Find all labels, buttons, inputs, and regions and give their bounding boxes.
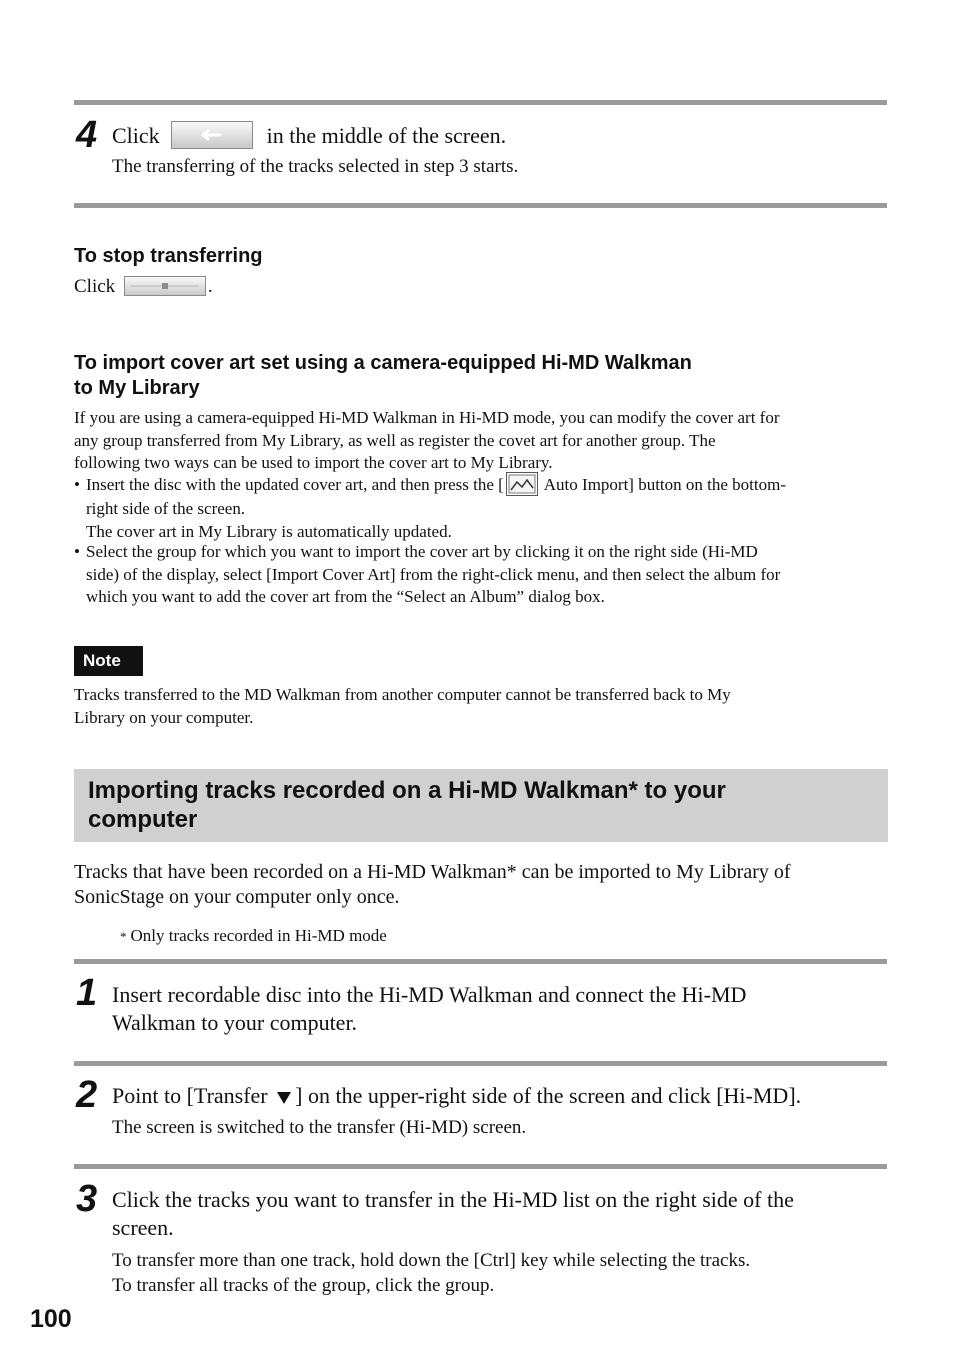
cover-bullet-2	[74, 541, 894, 609]
step-4-bottom-rule	[74, 203, 887, 208]
cover-para-line: If you are using a camera-equipped Hi-MD Walkman in Hi-MD mode, you can modify the cover art for	[74, 408, 780, 427]
stop-button-icon	[124, 276, 206, 296]
bullet-2-text: Select the group for which you want to import the cover art by clicking it on the right side (Hi-MD	[86, 542, 758, 561]
cover-para-line: any group transferred from My Library, as well as register the covet art for another group. The	[74, 430, 716, 450]
footnote-text: Only tracks recorded in Hi-MD mode	[130, 926, 387, 945]
cover-paragraph	[74, 407, 779, 475]
cover-bullet-1	[74, 474, 894, 543]
click-word: Click	[112, 123, 160, 148]
footnote	[120, 925, 387, 948]
step-3-desc	[112, 1248, 750, 1298]
bullet-1-line3: The cover art in My Library is automatically updated.	[86, 521, 452, 541]
step-2-desc: The screen is switched to the transfer (Hi-MD) screen.	[112, 1117, 527, 1138]
section-intro	[74, 860, 791, 910]
bullet-1-line1	[74, 474, 894, 498]
step-1-line: Insert recordable disc into the Hi-MD Walkman and connect the Hi-MD	[112, 982, 747, 1007]
step-1-line: Walkman to your computer.	[112, 1010, 358, 1035]
step-3-line: screen.	[112, 1215, 174, 1240]
bullet-1-post: Auto Import] button on the bottom-	[543, 475, 787, 494]
page-number: 100	[30, 1305, 72, 1333]
step-3-number: 3	[76, 1178, 98, 1220]
footnote-mark: *	[120, 929, 127, 944]
step-2-title	[112, 1082, 801, 1110]
note-line: Library on your computer.	[74, 707, 254, 727]
bullet-1-pre: Insert the disc with the updated cover art, and then press the [	[86, 475, 504, 494]
step-2-number: 2	[76, 1074, 98, 1116]
section-title-line1: Importing tracks recorded on a Hi-MD Walkman* to your	[88, 777, 726, 804]
step-3-desc-line: To transfer all tracks of the group, click the group.	[112, 1275, 495, 1296]
step-4-desc: The transferring of the tracks selected in step 3 starts.	[112, 156, 519, 177]
step-1-number: 1	[76, 972, 98, 1014]
intro-line: SonicStage on your computer only once.	[74, 886, 400, 908]
step-1-top-rule	[74, 959, 887, 964]
step-3-title	[112, 1186, 794, 1242]
triangle-down-icon	[274, 1087, 294, 1107]
bullet-char: •	[74, 475, 80, 494]
cover-heading-line1: To import cover art set using a camera-equipped Hi-MD Walkman	[74, 352, 692, 374]
stop-instruction	[74, 276, 213, 298]
step-4-number: 4	[76, 114, 98, 156]
bullet-char: •	[74, 542, 80, 561]
section-title-line2: computer	[88, 806, 198, 833]
bullet-2-line3: which you want to add the cover art from the “Select an Album” dialog box.	[86, 587, 605, 606]
note-text	[74, 684, 731, 729]
intro-line: Tracks that have been recorded on a Hi-MD Walkman* can be imported to My Library of	[74, 861, 791, 883]
bullet-2-line2: side) of the display, select [Import Cover Art] from the right-click menu, and then select the album for	[86, 564, 781, 584]
click-word: Click	[74, 276, 116, 297]
step-2-title-post: ] on the upper-right side of the screen and click [Hi-MD].	[295, 1083, 802, 1108]
left-arrow-transfer-button-icon	[171, 121, 253, 149]
bullet-2-line1	[74, 541, 894, 564]
step-1-title	[112, 981, 746, 1037]
step-3-line: Click the tracks you want to transfer in the Hi-MD list on the right side of the	[112, 1187, 794, 1212]
stop-heading: To stop transferring	[74, 245, 263, 267]
step-3-desc-line: To transfer more than one track, hold down the [Ctrl] key while selecting the tracks.	[112, 1250, 751, 1271]
period: .	[207, 276, 213, 297]
step-2-title-pre: Point to [Transfer	[112, 1083, 274, 1108]
note-badge: Note	[74, 646, 143, 676]
cover-heading-line2: to My Library	[74, 377, 200, 399]
step-4-title-rest: in the middle of the screen.	[266, 123, 507, 148]
step-4-title	[112, 122, 506, 152]
cover-heading	[74, 351, 692, 401]
step-2-top-rule	[74, 1061, 887, 1066]
top-rule	[74, 100, 887, 105]
section-title	[88, 776, 726, 834]
picture-icon	[506, 472, 538, 496]
note-line: Tracks transferred to the MD Walkman from another computer cannot be transferred back to My	[74, 685, 731, 704]
bullet-1-line2: right side of the screen.	[86, 499, 246, 519]
cover-para-line: following two ways can be used to import the cover art to My Library.	[74, 453, 553, 472]
step-3-top-rule	[74, 1164, 887, 1169]
